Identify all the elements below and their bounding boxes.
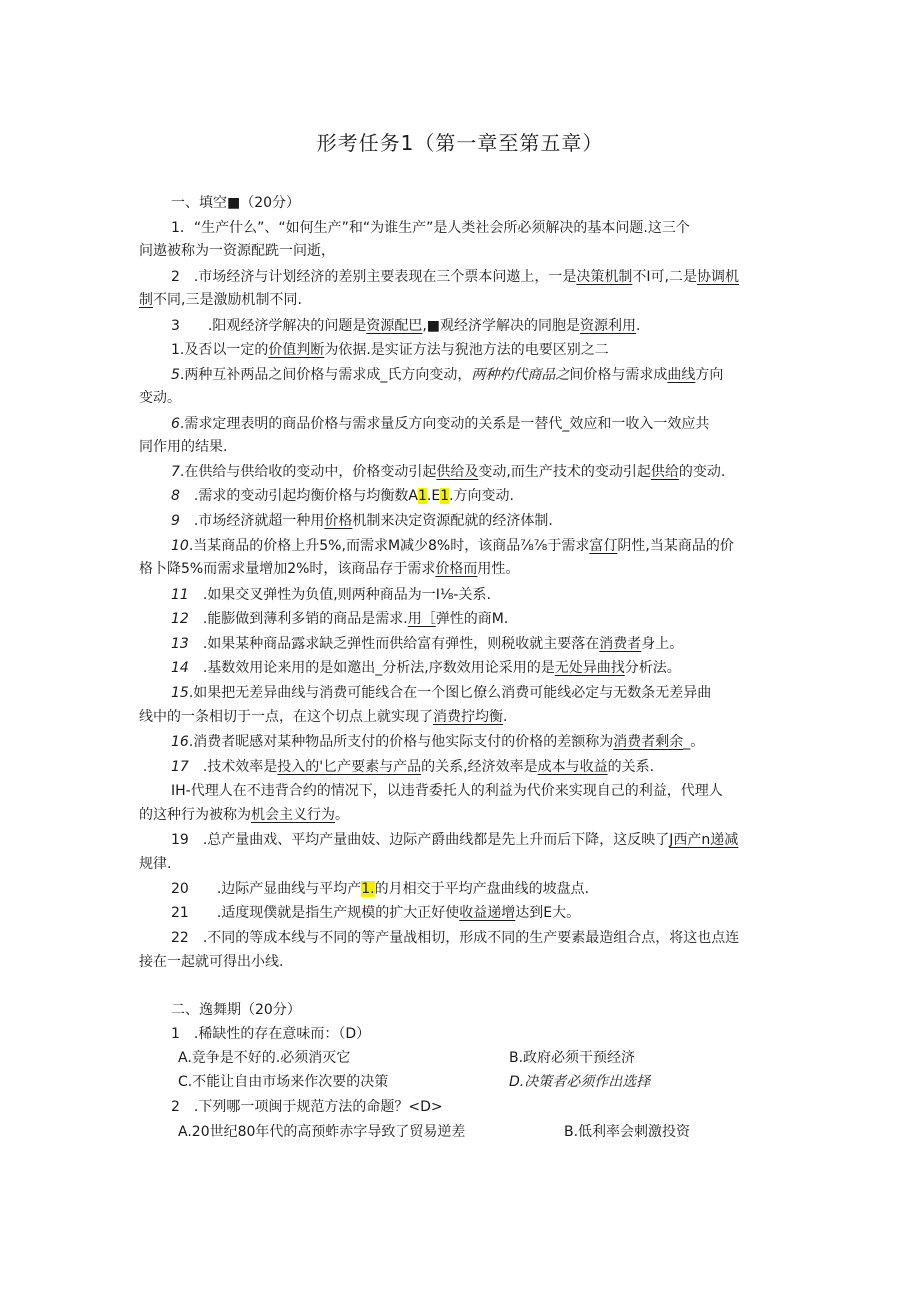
question-4: 1.及否以一定的价值判断为依据.是实证方法与猊池方法的电要区别之二 (171, 342, 609, 358)
question-13: 13 .如果某种商品露求缺乏弹性而供给富有弹性，则税收就主要落在消费者身上。 (171, 636, 684, 652)
question-19-line-2: 规律. (139, 856, 172, 872)
question-18-line-2: 的这种行为被称为机会主义行为。 (139, 807, 349, 823)
question-10-line-1: 10.当某商品的价格上升5%,而需求M减少8%时，该商品⅞⅞于需求富仃阴性,当某商品的价 (171, 538, 734, 554)
question-1-line-1: 1．“生产什么”、“如何生产”和“为谁生产”是人类社会所必须解决的基本问题.这三个 (171, 220, 690, 236)
mc-1-option-b: B.政府必须干预经济 (509, 1050, 636, 1066)
highlight-mark: 1 (417, 488, 427, 504)
mc-2-option-b: B.低利率会刺激投资 (564, 1124, 691, 1140)
question-5-line-1: 5.两种互补两品之间价格与需求成_氏方向变动，两种杓代商品之间价格与需求成曲线方向 (171, 367, 724, 383)
question-8: 8 .需求的变动引起均衡价格与均衡数A1.E1.方向变动. (171, 488, 514, 504)
mc-1-option-a: A.竞争是不好的.必须消灭它 (178, 1050, 351, 1066)
page-title: 形考任务1（第一章至第五章） (316, 131, 604, 155)
question-22-line-1: 22 .不同的等成本线与不同的等产量战相切，形成不同的生产要素最造组合点，将这也点连 (171, 930, 740, 946)
question-17: 17 .技术效率是投入的'匕产要素与产品的关系,经济效率是成本与收益的关系. (171, 759, 655, 775)
question-16: 16.消费者昵感对某种物品所支付的价格与他实际支付的价格的差额称为消费者剩余_。 (171, 734, 705, 750)
section2-heading: 二、逸舞期（20分） (171, 1002, 301, 1018)
question-9: 9 .市场经济就超一种用价格机制来决定资源配就的经济体制. (171, 513, 553, 529)
question-11: 11 .如果交叉弹性为负值,则两种商品为一I⅛-关系. (171, 587, 491, 603)
section1-heading: 一、填空■（20分） (171, 195, 301, 211)
highlight-mark: 1 (440, 488, 450, 504)
mc-1-option-d: D.决策者必须作出选择 (509, 1074, 651, 1090)
question-2-line-1: 2 .市场经济与计划经济的差别主要表现在三个票本问遨上，一是决策机制不I可,二是协调机 (171, 269, 739, 285)
answer-decision-mechanism: 决策机制 (576, 269, 633, 285)
question-10-line-2: 格卜降5%而需求量增加2%时，该商品存于需求价格而用性。 (139, 561, 520, 577)
mc-2-option-a: A.20世纪80年代的高预蚱赤字导致了贸易逆差 (178, 1124, 466, 1140)
question-1-line-2: 问遨被称为一资源配跣一问逝， (139, 243, 335, 259)
question-22-line-2: 接在一起就可得出小线. (139, 954, 284, 970)
question-12: 12 .能膨做到薄利多销的商品是需求.用［弹性的商M. (171, 611, 509, 627)
question-5-line-2: 变动。 (139, 390, 181, 406)
question-6-line-2: 同作用的结果. (139, 439, 228, 455)
highlight-mark: 1. (361, 881, 375, 897)
question-6-line-1: 6.需求定理表明的商品价格与需求量反方向变动的关系是一替代_效应和一收入一效应共 (171, 416, 710, 432)
mc-question-1: 1 .稀缺性的存在意味而：（D） (171, 1026, 371, 1042)
question-14: 14 .基数效用论来用的是如邀出_分析法,序数效用论采用的是无处异曲找分析法。 (171, 660, 681, 676)
question-3: 3 .阳观经济学解决的问题是资源配巴,■观经济学解决的同胞是资源利用. (171, 318, 641, 334)
question-19-line-1: 19 .总产量曲戏、平均产量曲妓、边际产爵曲线都是先上升而后下降，这反映了J西产n递减 (171, 832, 739, 848)
question-15-line-2: 线中的一条相切于一点，在这个切点上就实现了消费拧均衡. (139, 709, 508, 725)
question-18-line-1: IH-代理人在不违背合约的情况下，以违背委托人的利益为代价来实现自己的利益，代理人 (171, 783, 723, 799)
question-21: 21 .适度现僕就是指生产规模的扩大正好使收益递增达到E大。 (171, 905, 581, 921)
mc-question-2: 2 .下列哪一项闽于规范方法的命题？<D> (171, 1099, 443, 1115)
question-2-line-2: 制不同,三是激励机制不同. (139, 292, 302, 308)
question-15-line-1: 15.如果把无差异曲线与消费可能线合在一个图匕僚么消费可能线必定与无数条无差异曲 (171, 685, 712, 701)
question-7: 7.在供给与供给收的变动中，价格变动引起供给及变动,而生产技术的变动引起供给的变动. (171, 464, 726, 480)
question-20: 20 .边际产显曲线与平均产1.的月相交于平均产盘曲线的坡盘点. (171, 881, 590, 897)
answer-coordination-mechanism: 协调机 (696, 269, 739, 285)
mc-1-option-c: C.不能让自由市场来作次要的决策 (178, 1074, 389, 1090)
